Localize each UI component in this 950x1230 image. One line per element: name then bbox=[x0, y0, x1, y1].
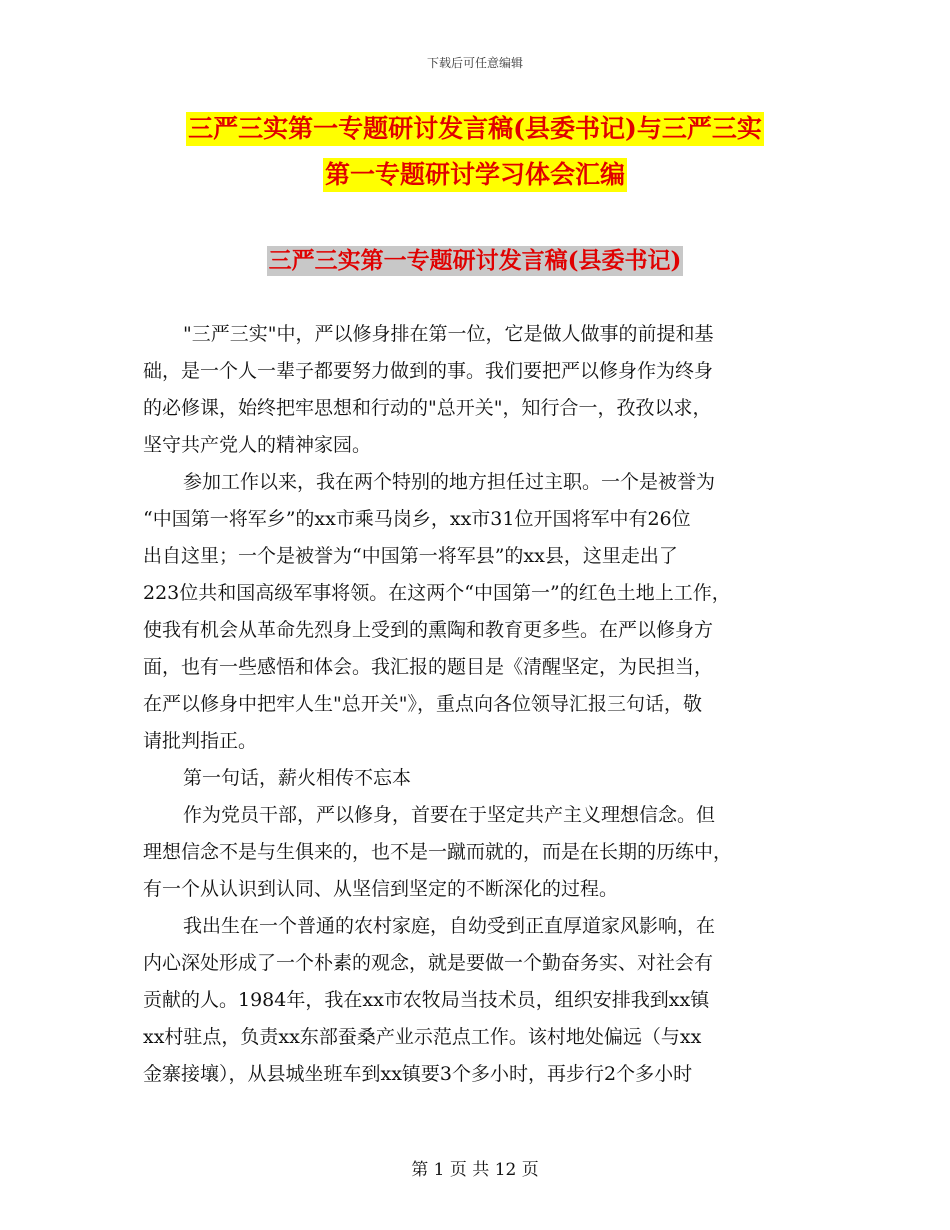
text-line: 出自这里；一个是被誉为“中国第一将军县”的xx县，这里走出了 bbox=[143, 545, 678, 567]
text-line: 贡献的人。1984年，我在xx市农牧局当技术员，组织安排我到xx镇 bbox=[143, 989, 710, 1011]
text-line: 参加工作以来，我在两个特别的地方担任过主职。一个是被誉为 bbox=[183, 471, 716, 493]
text-line: 内心深处形成了一个朴素的观念，就是要做一个勤奋务实、对社会有 bbox=[143, 952, 714, 974]
text-line: 在严以修身中把牢人生"总开关"》，重点向各位领导汇报三句话，敬 bbox=[143, 693, 702, 715]
subtitle-text: 三严三实第一专题研讨发言稿(县委书记) bbox=[268, 247, 682, 274]
text-line: 面，也有一些感悟和体会。我汇报的题目是《清醒坚定，为民担当， bbox=[143, 656, 714, 678]
text-line: "三严三实"中，严以修身排在第一位，它是做人做事的前提和基 bbox=[183, 323, 714, 345]
text-line: 础，是一个人一辈子都要努力做到的事。我们要把严以修身作为终身 bbox=[143, 360, 714, 382]
text-line: 我出生在一个普通的农村家庭，自幼受到正直厚道家风影响，在 bbox=[183, 915, 716, 937]
document-title bbox=[120, 112, 830, 192]
page-number-footer: 第 1 页 共 12 页 bbox=[411, 1160, 539, 1180]
text-line: 坚守共产党人的精神家园。 bbox=[143, 434, 372, 456]
section-subtitle bbox=[0, 246, 950, 276]
text-line: 有一个从认识到认同、从坚信到坚定的不断深化的过程。 bbox=[143, 878, 619, 900]
text-line: 使我有机会从革命先烈身上受到的熏陶和教育更多些。在严以修身方 bbox=[143, 619, 714, 641]
text-line: 223位共和国高级军事将领。在这两个“中国第一”的红色土地上工作， bbox=[143, 582, 731, 604]
text-line: 金寨接壤），从县城坐班车到xx镇要3个多小时，再步行2个多小时 bbox=[143, 1063, 693, 1085]
text-line: 的必修课，始终把牢思想和行动的"总开关"，知行合一，孜孜以求， bbox=[143, 397, 712, 419]
title-line-2: 第一专题研讨学习体会汇编 bbox=[323, 158, 627, 192]
text-line: 请批判指正。 bbox=[143, 730, 258, 752]
text-line: xx村驻点，负责xx东部蚕桑产业示范点工作。该村地处偏远（与xx bbox=[143, 1026, 702, 1048]
section-heading: 第一句话，薪火相传不忘本 bbox=[183, 767, 412, 789]
text-line: 理想信念不是与生俱来的，也不是一蹴而就的，而是在长期的历练中， bbox=[143, 841, 733, 863]
text-line: “中国第一将军乡”的xx市乘马岗乡，xx市31位开国将军中有26位 bbox=[143, 508, 691, 530]
title-line-1: 三严三实第一专题研讨发言稿(县委书记)与三严三实 bbox=[186, 112, 764, 146]
text-line: 作为党员干部，严以修身，首要在于坚定共产主义理想信念。但 bbox=[183, 804, 716, 826]
page-header-note: 下载后可任意编辑 bbox=[426, 56, 523, 70]
body-text bbox=[143, 316, 823, 1093]
